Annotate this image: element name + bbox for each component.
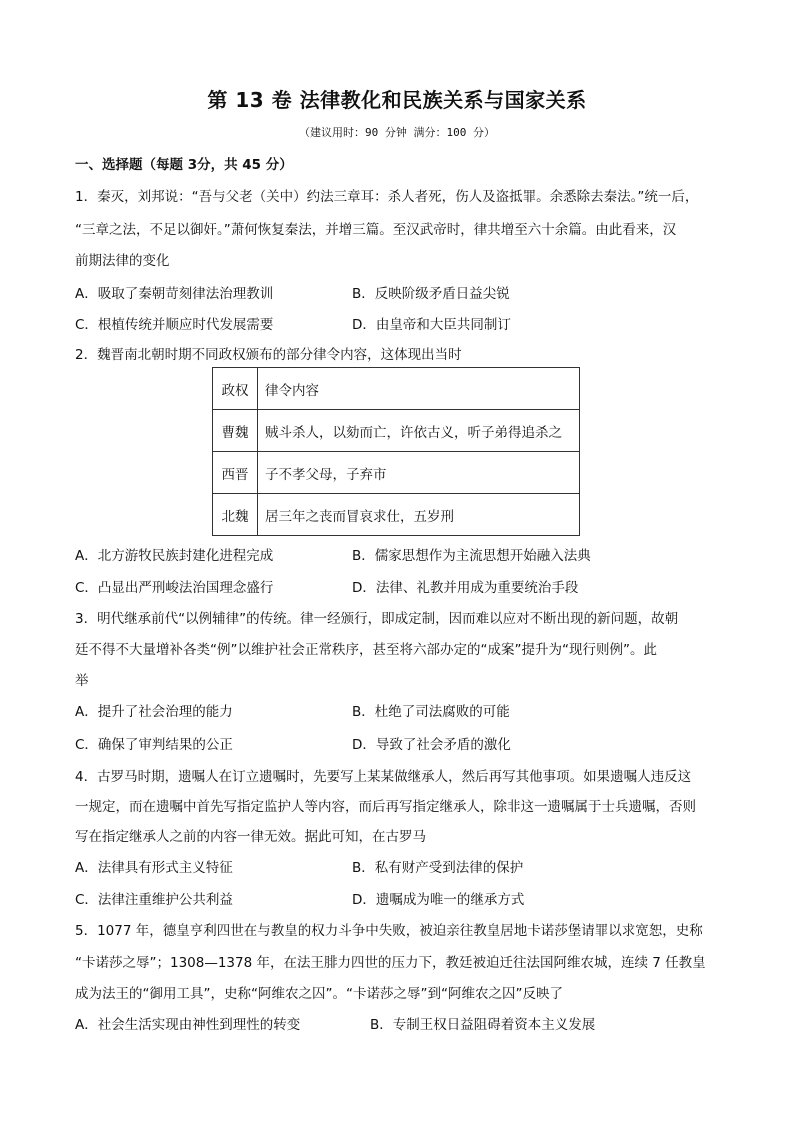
- q3-stem-line: 举: [75, 673, 89, 689]
- q3-stem-line: 3．明代继承前代“以例辅律”的传统。律一经颁行，即成定制，因而难以应对不断出现的新问题，故朝: [75, 611, 679, 627]
- table-cell-law: 居三年之丧而冒哀求仕，五岁刑: [258, 494, 580, 536]
- q2-stem: 2．魏晋南北朝时期不同政权颁布的部分律令内容，这体现出当时: [75, 347, 462, 363]
- q4-option-a[interactable]: A．法律具有形式主义特征: [75, 860, 233, 876]
- q3-option-a[interactable]: A．提升了社会治理的能力: [75, 704, 233, 720]
- q1-option-b[interactable]: B．反映阶级矛盾日益尖锐: [352, 286, 510, 302]
- table-header-row: [213, 368, 580, 410]
- q3-option-d[interactable]: D．导致了社会矛盾的激化: [352, 737, 511, 753]
- q2-option-a[interactable]: A．北方游牧民族封建化进程完成: [75, 548, 274, 564]
- q1-stem-line: 1．秦灭，刘邦说：“吾与父老（关中）约法三章耳：杀人者死，伤人及盗抵罪。余悉除去秦法。”统一后，: [75, 189, 699, 205]
- table-cell-law: 子不孝父母，子弃市: [258, 452, 580, 494]
- q5-option-a[interactable]: A．社会生活实现由神性到理性的转变: [75, 1017, 301, 1033]
- q4-option-d[interactable]: D．遗嘱成为唯一的继承方式: [352, 892, 525, 908]
- q4-option-c[interactable]: C．法律注重维护公共利益: [75, 892, 233, 908]
- q4-stem-line: 写在指定继承人之前的内容一律无效。据此可知，在古罗马: [75, 829, 426, 845]
- q5-option-b[interactable]: B．专制王权日益阻碍着资本主义发展: [370, 1017, 596, 1033]
- table-header-cell: 律令内容: [258, 368, 580, 410]
- time-score-note: （建议用时：90 分钟 满分：100 分）: [299, 126, 495, 139]
- table-cell-regime: 西晋: [213, 452, 258, 494]
- table-header-cell: 政权: [213, 368, 258, 410]
- q5-stem-line: 5．1077 年，德皇亨利四世在与教皇的权力斗争中失败，被迫亲往教皇居地卡诺莎堡请罪以求宽恕，史称: [75, 923, 703, 939]
- table-row: [213, 410, 580, 452]
- q2-option-c[interactable]: C．凸显出严刑峻法治国理念盛行: [75, 580, 274, 596]
- table-cell-regime: 北魏: [213, 494, 258, 536]
- q5-stem-line: “卡诺莎之辱”；1308—1378 年，在法王腓力四世的压力下，教廷被迫迁往法国阿维农城，连续 7 任教皇: [75, 955, 706, 971]
- q3-option-c[interactable]: C．确保了审判结果的公正: [75, 737, 233, 753]
- section-heading: 一、选择题（每题 3分，共 45 分）: [75, 157, 293, 173]
- q3-option-b[interactable]: B．杜绝了司法腐败的可能: [352, 704, 510, 720]
- q2-option-d[interactable]: D．法律、礼教并用成为重要统治手段: [352, 580, 579, 596]
- q3-stem-line: 廷不得不大量增补各类“例”以维护社会正常秩序，甚至将六部办定的“成案”提升为“现行则例”。此: [75, 642, 657, 658]
- page-title: 第 13 卷 法律教化和民族关系与国家关系: [207, 88, 587, 112]
- q4-option-b[interactable]: B．私有财产受到法律的保护: [352, 860, 524, 876]
- q1-option-a[interactable]: A．吸取了秦朝苛刻律法治理教训: [75, 286, 274, 302]
- q2-option-b[interactable]: B．儒家思想作为主流思想开始融入法典: [352, 548, 591, 564]
- table-row: [213, 452, 580, 494]
- q2-law-table: [212, 367, 580, 536]
- q4-stem-line: 4．古罗马时期，遗嘱人在订立遗嘱时，先要写上某某做继承人，然后再写其他事项。如果遗嘱人违反这: [75, 769, 692, 785]
- table-cell-regime: 曹魏: [213, 410, 258, 452]
- table-row: [213, 494, 580, 536]
- q1-option-d[interactable]: D．由皇帝和大臣共同制订: [352, 317, 511, 333]
- q5-stem-line: 成为法王的“御用工具”，史称“阿维农之囚”。“卡诺莎之辱”到“阿维农之囚”反映了: [75, 986, 563, 1002]
- table-cell-law: 贼斗杀人，以劾而亡，许依古义，听子弟得追杀之: [258, 410, 580, 452]
- q1-stem-line: “三章之法，不足以御奸。”萧何恢复秦法，并增三篇。至汉武帝时，律共增至六十余篇。由此看来，汉: [75, 222, 677, 238]
- q1-option-c[interactable]: C．根植传统并顺应时代发展需要: [75, 317, 274, 333]
- q1-stem-line: 前期法律的变化: [75, 253, 170, 269]
- q4-stem-line: 一规定，而在遗嘱中首先写指定监护人等内容，而后再写指定继承人，除非这一遗嘱属于士兵遗嘱，否则: [75, 799, 696, 815]
